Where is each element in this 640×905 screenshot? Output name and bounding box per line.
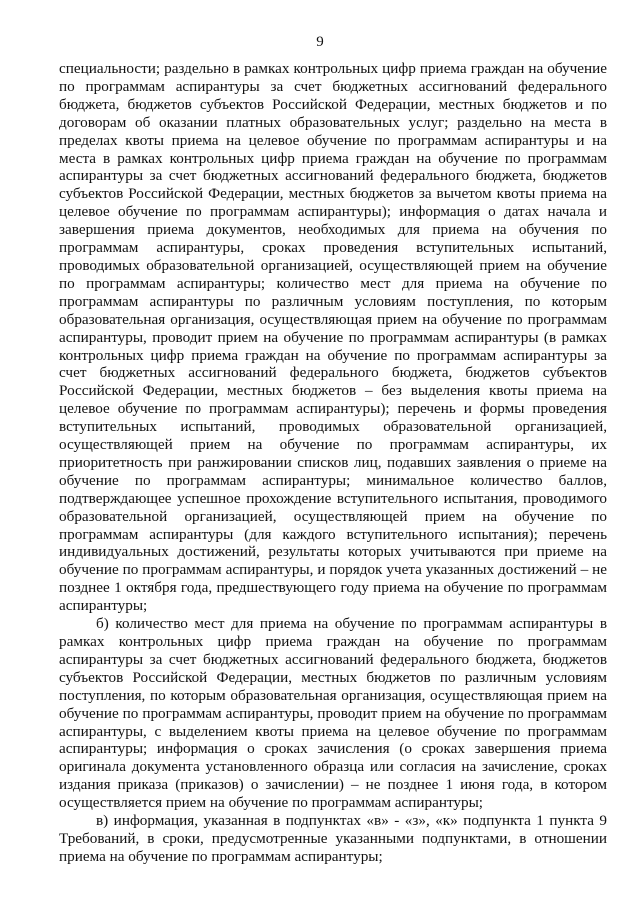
paragraph-item-v: в) информация, указанная в подпунктах «в» - «з», «к» подпункта 1 пункта 9 Требований, в сроки, предусмотренные указанными подпунктами, в отношении приема на обучение по программам аспирантуры; (59, 812, 607, 865)
paragraph-continuation: специальности; раздельно в рамках контрольных цифр приема граждан на обучение по программам аспирантуры за счет бюджетных ассигнований федерального бюджета, бюджетов субъектов Российской Федерации, местных бюджетов и по договорам об оказании платных образовательных услуг; раздельно на места в пределах квоты приема на целевое обучение по программам аспирантуры и на места в рамках контрольных цифр приема граждан на обучение по программам аспирантуры за счет бюджетных ассигнований федерального бюджета, бюджетов субъектов Российской Федерации, местных бюджетов за вычетом квоты приема на целевое обучение по программам аспирантуры); информация о датах начала и завершения приема документов, необходимых для приема на обучения по программам аспирантуры, сроках проведения вступительных испытаний, проводимых образовательной организацией, осуществляющей прием на обучение по программам аспирантуры; количество мест для приема на обучение по программам аспирантуры по различным условиям поступления, по которым образовательная организация, осуществляющая прием на обучение по программам аспирантуры, проводит прием на обучение по программам аспирантуры (в рамках контрольных цифр приема граждан на обучение по программам аспирантуры за счет бюджетных ассигнований федерального бюджета, бюджетов субъектов Российской Федерации, местных бюджетов – без выделения квоты приема на целевое обучение по программам аспирантуры); перечень и формы проведения вступительных испытаний, проводимых образовательной организацией, осуществляющей прием на обучение по программам аспирантуры, их приоритетность при ранжировании списков лиц, подавших заявления о приеме на обучение по программам аспирантуры; минимальное количество баллов, подтверждающее успешное прохождение вступительного испытания, проводимого образовательной организацией, осуществляющей прием на обучение по программам аспирантуры (для каждого вступительного испытания); перечень индивидуальных достижений, результаты которых учитываются при приеме на обучение по программам аспирантуры, и порядок учета указанных достижений – не позднее 1 октября года, предшествующего году приема на обучение по программам аспирантуры; (59, 60, 607, 615)
document-body (59, 60, 607, 866)
paragraph-item-b: б) количество мест для приема на обучение по программам аспирантуры в рамках контрольных цифр приема граждан на обучение по программам аспирантуры за счет бюджетных ассигнований федерального бюджета, бюджетов субъектов Российской Федерации, местных бюджетов по различным условиям поступления, по которым образовательная организация, осуществляющая прием на обучение по программам аспирантуры, проводит прием на обучение по программам аспирантуры, с выделением квоты приема на целевое обучение по программам аспирантуры; информация о сроках зачисления (о сроках завершения приема оригинала документа установленного образца или согласия на зачисление, сроках издания приказа (приказов) о зачислении) – не позднее 1 июня года, в котором осуществляется прием на обучение по программам аспирантуры; (59, 615, 607, 812)
page-number: 9 (316, 34, 324, 50)
